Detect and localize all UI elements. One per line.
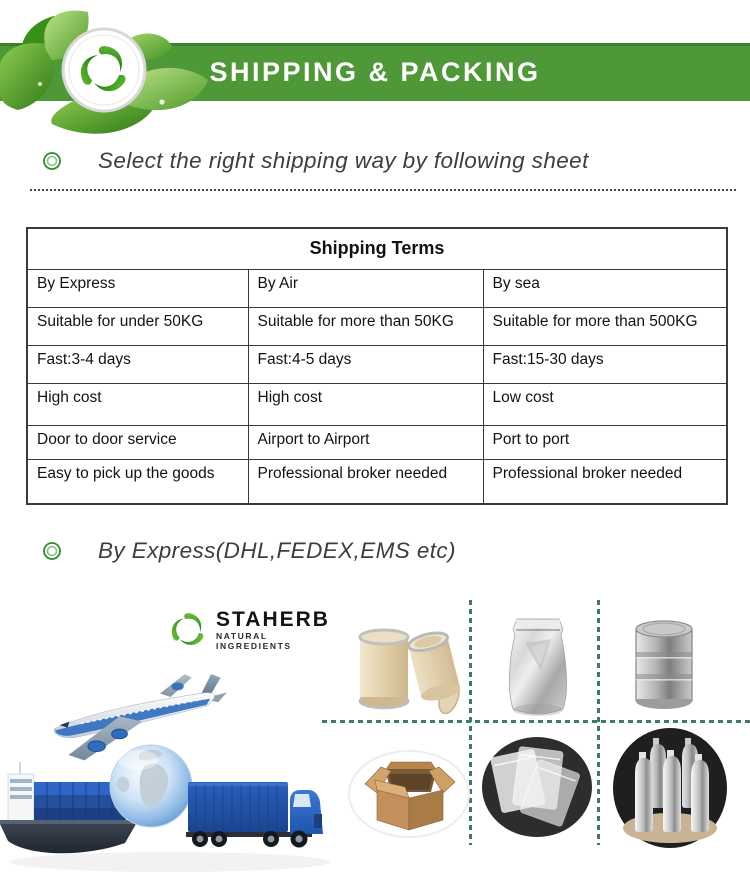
table-cell: High cost [27, 383, 248, 425]
table-cell: Door to door service [27, 425, 248, 459]
cardboard-box-photo [347, 738, 472, 843]
table-cell: Port to port [483, 425, 727, 459]
table-cell: By Air [248, 269, 483, 307]
container-truck [186, 782, 323, 848]
table-cell: By Express [27, 269, 248, 307]
aluminum-bottles-photo [610, 726, 730, 856]
table-cell: Fast:15-30 days [483, 345, 727, 383]
table-title: Shipping Terms [27, 228, 727, 269]
dotted-divider [30, 189, 736, 191]
double-circle-bullet-icon [42, 541, 62, 561]
steel-drum-photo [614, 615, 714, 715]
section-by-express [42, 538, 456, 564]
brand-tagline: NATURAL INGREDIENTS [216, 630, 292, 651]
foil-pouch-photo [487, 613, 587, 723]
table-cell: Professional broker needed [483, 459, 727, 504]
table-cell: Fast:4-5 days [248, 345, 483, 383]
table-cell: Suitable for more than 500KG [483, 307, 727, 345]
banner-title: SHIPPING & PACKING [209, 57, 541, 87]
section-select-shipping [42, 148, 589, 174]
fiber-drums-photo [352, 611, 472, 721]
table-cell: Low cost [483, 383, 727, 425]
table-cell: Professional broker needed [248, 459, 483, 504]
table-cell: High cost [248, 383, 483, 425]
brand-name: STAHERB [216, 607, 330, 631]
section-heading: Select the right shipping way by following sheet [98, 148, 589, 173]
double-circle-bullet-icon [42, 151, 62, 171]
section-heading: By Express(DHL,FEDEX,EMS etc) [98, 538, 456, 563]
table-cell: By sea [483, 269, 727, 307]
table-cell: Suitable for under 50KG [27, 307, 248, 345]
logistics-illustration [0, 598, 345, 880]
globe [110, 745, 192, 827]
table-cell: Easy to pick up the goods [27, 459, 248, 504]
packaging-grid [322, 593, 750, 880]
plastic-bags-photo [480, 733, 595, 843]
shipping-table [26, 227, 728, 505]
transport-image [0, 626, 345, 878]
table-cell: Fast:3-4 days [27, 345, 248, 383]
leaf-recycle-badge-icon [0, 4, 216, 142]
table-cell: Suitable for more than 50KG [248, 307, 483, 345]
table-cell: Airport to Airport [248, 425, 483, 459]
